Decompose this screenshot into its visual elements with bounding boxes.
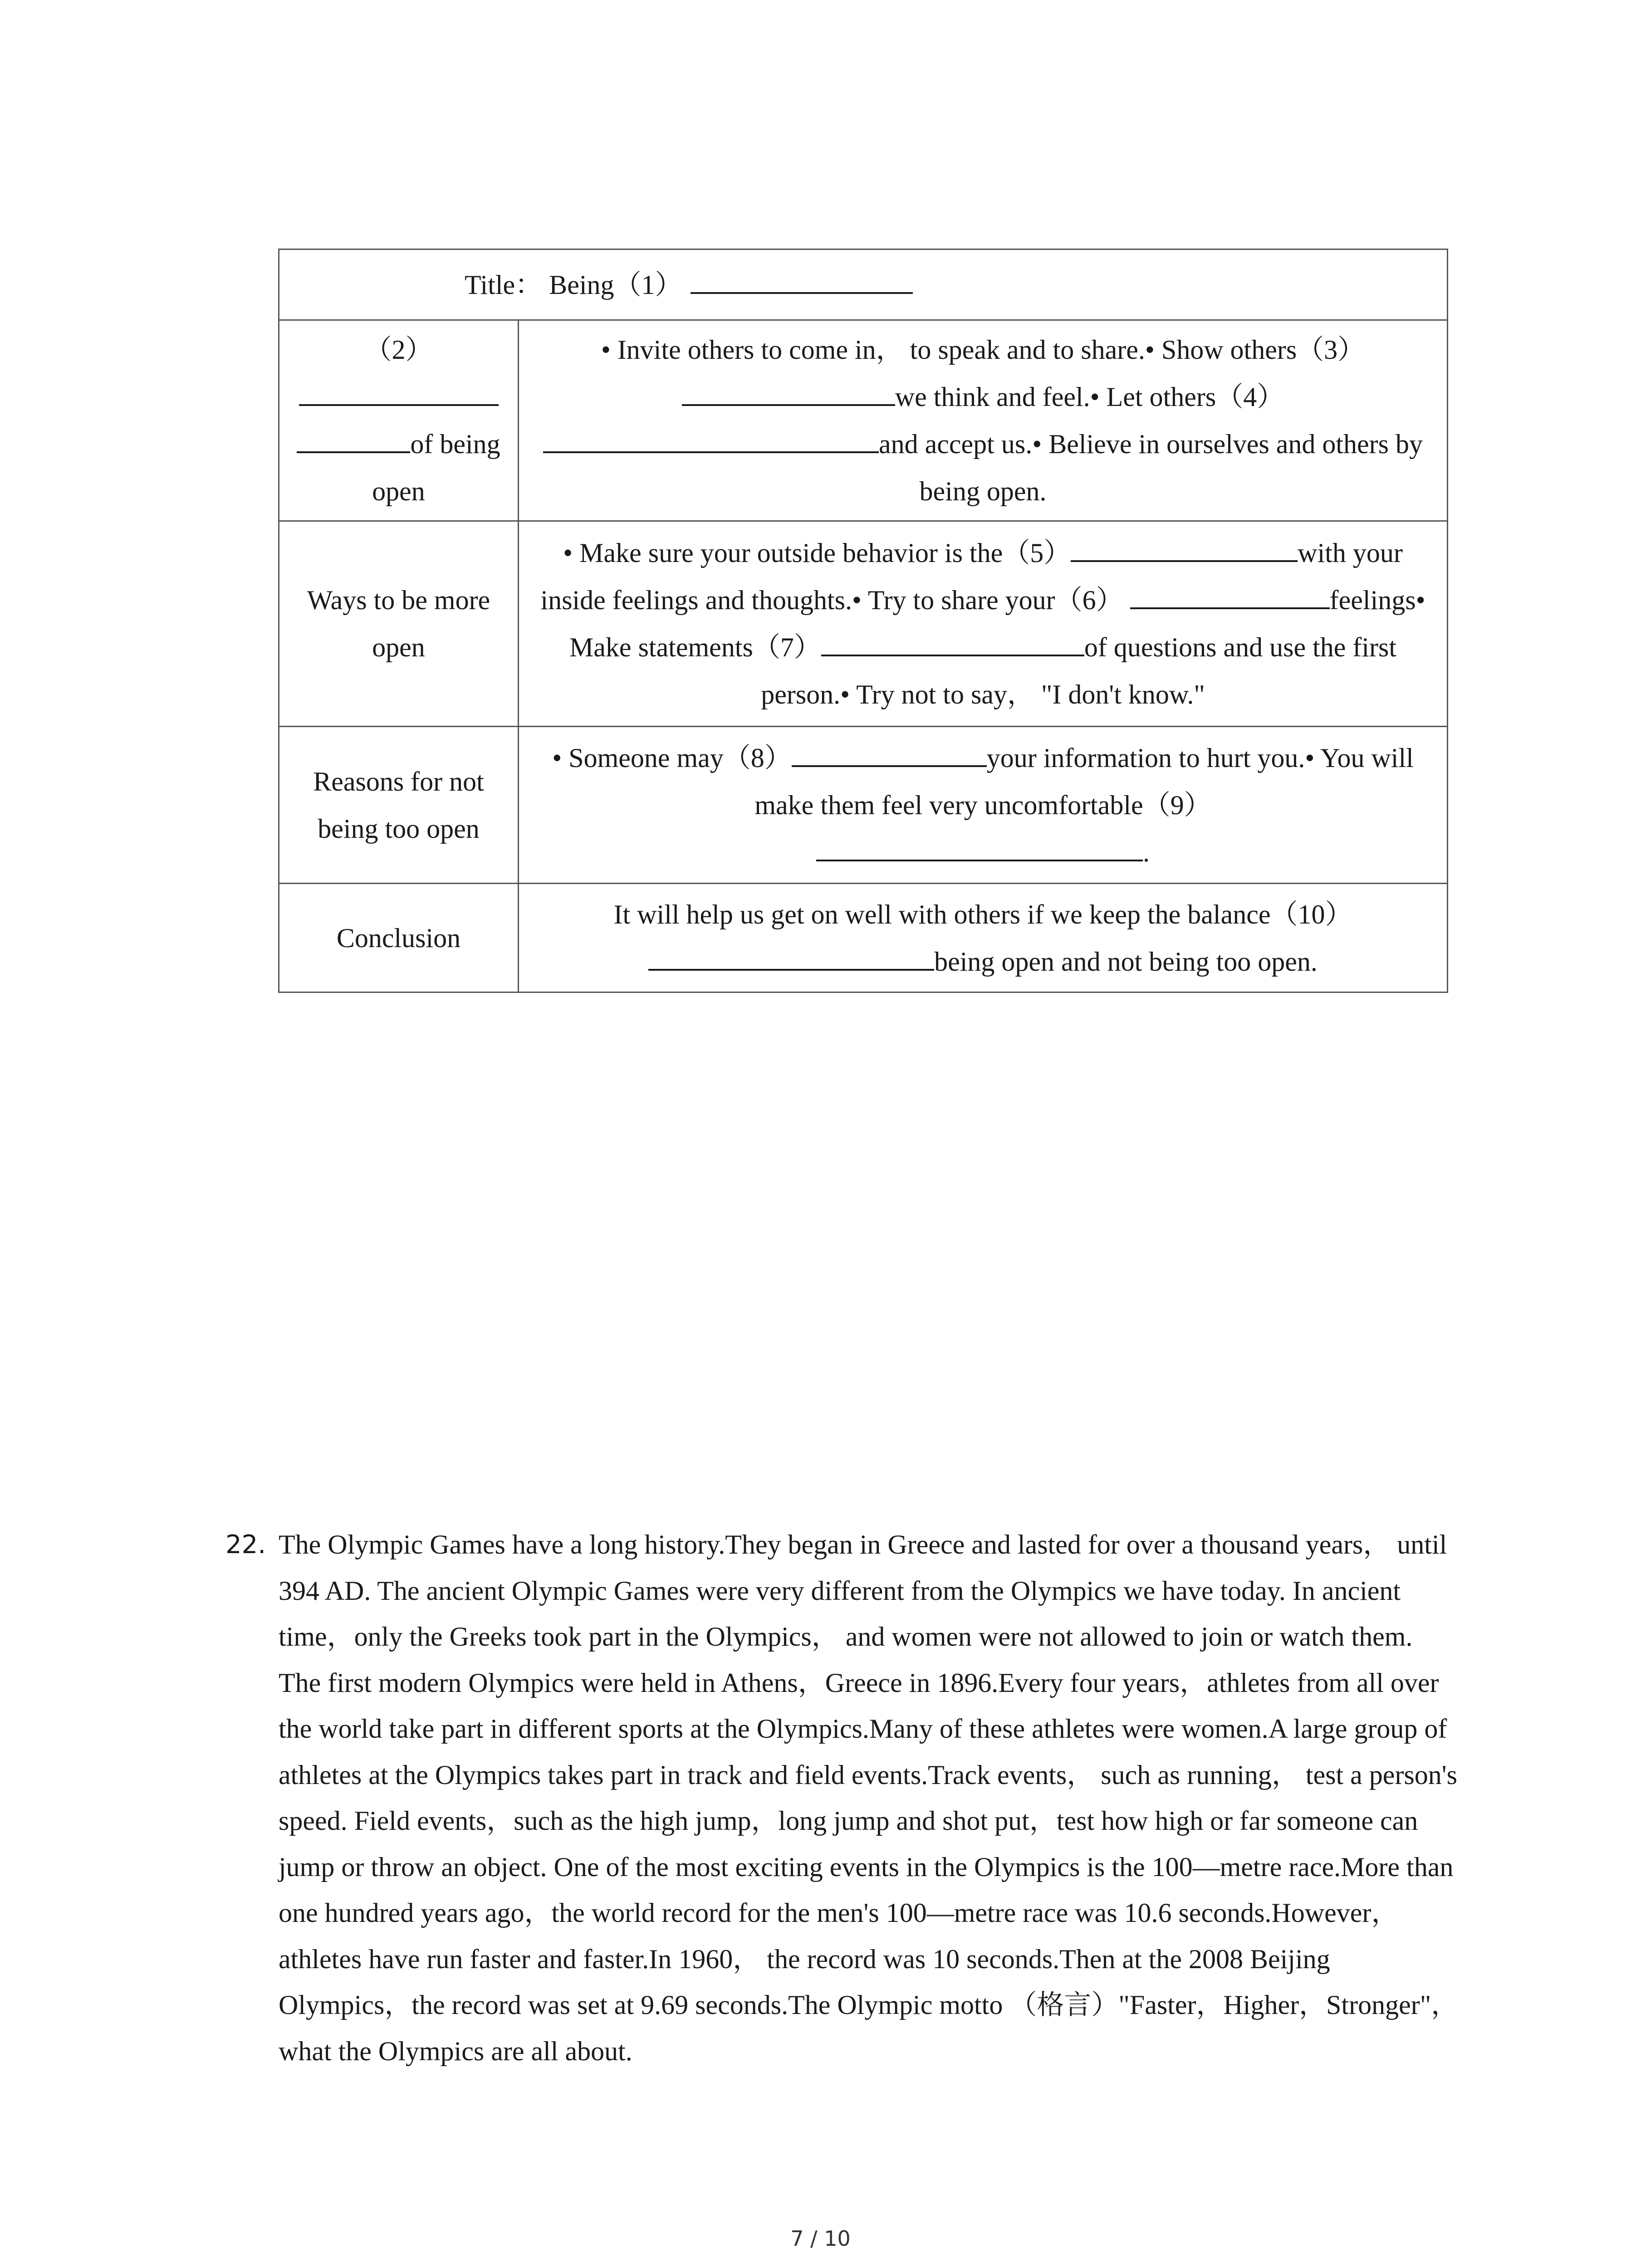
reading-summary-table	[278, 249, 1448, 993]
table-row-title	[279, 249, 1448, 320]
row-text: • Someone may（8）	[552, 743, 792, 773]
blank-7[interactable]	[821, 625, 1084, 656]
row-text: • Invite others to come in， to speak and to share.• Show others（3）	[601, 335, 1365, 365]
row-text: your information to hurt you.• You will make them feel very uncomfortable（9）	[754, 743, 1414, 820]
table-row-ways	[279, 521, 1448, 727]
blank-10[interactable]	[648, 939, 934, 971]
row-text: being open and not being too open.	[934, 946, 1318, 977]
row-label-cell	[279, 521, 519, 727]
row-text: and accept us.• Believe in ourselves and others by being open.	[879, 429, 1423, 506]
passage-paragraph: The Olympic Games have a long history.They began in Greece and lasted for over a thousand years， until 394 AD. The ancient Olympic Games were very different from the Olympics we have today. In ancient time，only the Greeks took part in the Olympics， and women were not allowed to join or watch them.	[279, 1530, 1447, 1652]
table-row-purpose	[279, 320, 1448, 521]
row-text: we think and feel.• Let others（4）	[895, 382, 1284, 412]
blank-2[interactable]	[299, 374, 499, 406]
row-content-cell	[519, 320, 1448, 521]
row-label-cell	[279, 320, 519, 521]
row-content-cell	[519, 727, 1448, 884]
table-row-reasons	[279, 727, 1448, 884]
blank-3[interactable]	[682, 374, 895, 406]
row-text: • Make sure your outside behavior is the（5）	[563, 538, 1071, 568]
page-number: 7 / 10	[790, 2226, 851, 2251]
blank-9[interactable]	[816, 830, 1143, 861]
row-label: Reasons for not being too open	[313, 766, 484, 844]
blank-5[interactable]	[1071, 530, 1298, 562]
question-number: 22.	[225, 1530, 266, 1559]
blank-2-continued[interactable]	[297, 421, 410, 453]
blank-1[interactable]	[691, 262, 913, 294]
row-text: of questions and use the first person.• Try not to say， "I don't know."	[761, 632, 1397, 709]
title-cell	[279, 249, 1448, 320]
row-text: feelings• Make statements（7）	[569, 585, 1425, 662]
blank-6[interactable]	[1130, 577, 1330, 609]
row-label-cell	[279, 884, 519, 992]
row-label: Conclusion	[336, 923, 461, 953]
row-label-number: （2）	[364, 335, 433, 365]
question-22	[225, 1522, 1460, 2074]
question-passage	[279, 1522, 1460, 2074]
row-text: It will help us get on well with others if we keep the balance（10）	[613, 899, 1352, 929]
passage-paragraph: The first modern Olympics were held in Athens，Greece in 1896.Every four years，athletes from all over the world take part in different sports at the Olympics.Many of these athletes were women.A large group of athletes at the Olympics takes part in track and field events.Track events， such as running， test a person's speed. Field events，such as the high jump，long jump and shot put，test how high or far someone can jump or throw an object. One of the most exciting events in the Olympics is the 100—metre race.More than one hundred years ago，the world record for the men's 100—metre race was 10.6 seconds.However，athletes have run faster and faster.In 1960， the record was 10 seconds.Then at the 2008 Beijing Olympics，the record was set at 9.69 seconds.The Olympic motto （格言）"Faster，Higher，Stronger"，what the Olympics are all about.	[279, 1667, 1459, 2066]
blank-4[interactable]	[543, 421, 879, 453]
row-text: with your inside feelings and thoughts.• Try to share your（6）	[540, 538, 1403, 615]
blank-8[interactable]	[792, 735, 987, 767]
row-label: Ways to be more open	[307, 585, 490, 662]
table-row-conclusion	[279, 884, 1448, 992]
title-text: Title： Being（1）	[465, 269, 682, 300]
row-label-suffix: of being open	[372, 429, 500, 506]
row-content-cell	[519, 884, 1448, 992]
row-content-cell	[519, 521, 1448, 727]
row-label-cell	[279, 727, 519, 884]
row-text: .	[1143, 837, 1150, 867]
